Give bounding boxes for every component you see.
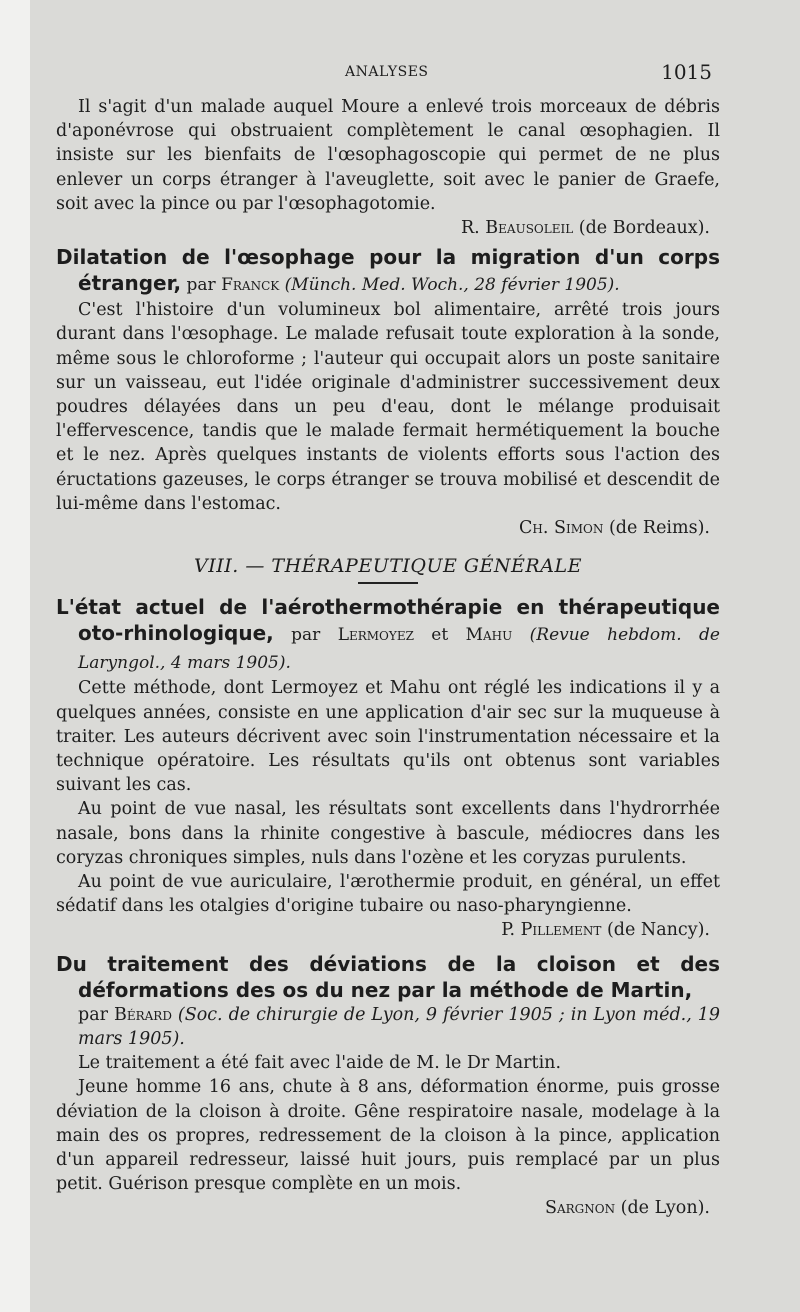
title-text: L'état actuel de l'aérothermothérapie en thérapeutique oto-rhinologique, [56,595,720,646]
article-signature [56,1196,720,1220]
section-heading: VIII. — THÉRAPEUTIQUE GÉNÉRALE [194,555,582,578]
page-content [56,95,720,1221]
article-reference: (Revue hebdom. de Laryngol., 4 mars 1905). [78,625,720,674]
article-body: Cette méthode, dont Lermoyez et Mahu ont réglé les indications il y a quelques années, consiste en une application d'air sec sur la muqueuse à traiter. Les auteurs décrivent avec soin l'instrumentation nécessaire et la technique opératoire. Les résultats qu'ils ont obtenus sont variables suivant les cas. [56,678,720,796]
article-author: Bérard [113,1004,172,1025]
article-author: Franck [221,275,280,296]
title-and: et [413,625,466,646]
page-margin [0,0,30,1312]
signature-place: (de Nancy). [601,920,710,941]
article-author: Lermoyez [337,625,414,646]
signature-name: Ch. Simon [519,518,604,539]
page-number: 1015 [661,60,712,84]
title-by: par [78,1004,114,1025]
title-by: par [181,275,222,296]
article-body: C'est l'histoire d'un volumineux bol alimentaire, arrêté trois jours durant dans l'œsophage. Le malade refusait toute exploration à la sonde, même sous le chloroforme ; l'auteur qui occupait alors un poste sanitaire sur un vaisseau, eut l'idée originale d'administrer successivement deux poudres délayées dans un peu d'eau, dont le mélange produisait l'effervescence, tandis que le malade fermait hermétiquement la bouche et le nez. Après quelques instants de violents efforts sous l'action des éructations gazeuses, le corps étranger se trouva mobilisé et descendit de lui-même dans l'estomac. [56,300,720,514]
article-title [56,594,720,676]
title-text: Du traitement des déviations de la cloison et des déformations des os du nez par la méthode de Martin, [56,951,720,1002]
article-body: Au point de vue auriculaire, l'ærothermie produit, en général, un effet sédatif dans les otalgies d'origine tubaire ou naso-pharyngienne. [56,872,720,917]
page-header [0,58,800,88]
intro-paragraph: Il s'agit d'un malade auquel Moure a enlevé trois morceaux de débris d'aponévrose qui obstruaient complètement le canal œsophagien. Il insiste sur les bienfaits de l'œsophagoscopie qui permet de ne plus enlever un corps étranger à l'aveuglette, soit avec le panier de Graefe, soit avec la pince ou par l'œsophagotomie. [56,97,720,214]
article-signature [56,918,720,942]
title-by: par [273,625,338,646]
article-signature [56,516,720,540]
section-rule [358,582,418,584]
signature-place: (de Bordeaux). [573,218,710,239]
article-title [56,951,720,1003]
signature-name: P. Pillement [501,920,602,941]
article-body: Jeune homme 16 ans, chute à 8 ans, déformation énorme, puis grosse déviation de la cloison à droite. Gêne respiratoire nasale, modelage à la main des os propres, redressement de la cloison à la pince, application d'un appareil redresseur, laissé huit jours, puis remplacé par un plus petit. Guérison presque complète en un mois. [56,1077,720,1195]
signature-place: (de Reims). [603,518,710,539]
article-body: Le traitement a été fait avec l'aide de M. le Dr Martin. [78,1053,562,1074]
signature-place: (de Lyon). [615,1198,710,1219]
title-text: Dilatation de l'œsophage pour la migration d'un corps étranger, [56,245,720,296]
article-reference-line [56,1003,720,1051]
intro-signature [56,216,720,240]
article-body: Au point de vue nasal, les résultats sont excellents dans l'hydrorrhée nasale, bons dans la rhinite congestive à bascule, médiocres dans les coryzas chroniques simples, nuls dans l'ozène et les coryzas purulents. [56,799,720,868]
article-reference: (Soc. de chirurgie de Lyon, 9 février 1905 ; in Lyon méd., 19 mars 1905). [78,1004,720,1049]
running-title: ANALYSES [345,64,429,80]
signature-name: Sargnon [544,1198,616,1219]
signature-name: R. Beausoleil [461,218,574,239]
article-author: Mahu [465,625,513,646]
article-reference: (Münch. Med. Woch., 28 février 1905). [279,275,620,296]
spacer [56,943,720,947]
article-title [56,244,720,298]
